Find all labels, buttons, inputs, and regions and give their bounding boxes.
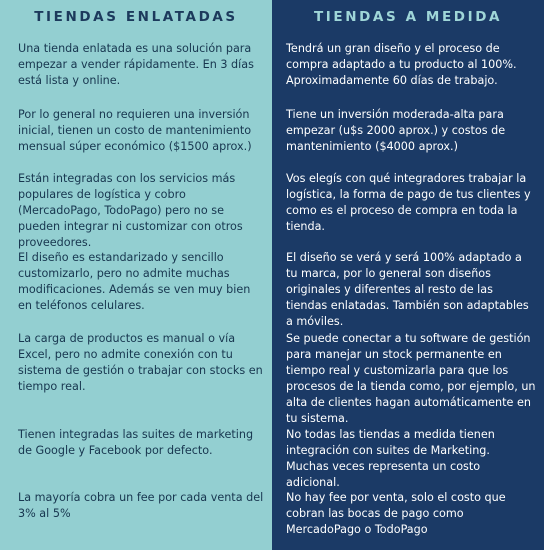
a-medida-point-1: Tendrá un gran diseño y el proceso de compra adaptado a tu producto al 100%. Aproximadamente 60 días de trabajo. — [286, 42, 517, 87]
column-title-enlatadas: TIENDAS ENLATADAS — [34, 9, 238, 25]
a-medida-point-4: El diseño se verá y será 100% adaptado a tu marca, por lo general son diseños originales y diferentes al resto de las tiendas enlatadas. También son adaptables a móviles. — [286, 251, 529, 328]
enlatadas-point-5: La carga de productos es manual o vía Excel, pero no admite conexión con tu sistema de gestión o trabajar con stocks en tiempo real. — [18, 332, 263, 393]
enlatadas-point-3: Están integradas con los servicios más populares de logística y cobro (MercadoPago, TodoPago) pero no se pueden integrar ni customizar con otros proveedores. — [18, 172, 243, 249]
enlatadas-point-4: El diseño es estandarizado y sencillo customizarlo, pero no admite muchas modificaciones. Además se ven muy bien en teléfonos celulares. — [18, 251, 251, 312]
enlatadas-point-6: Tienen integradas las suites de marketing de Google y Facebook por defecto. — [18, 428, 254, 457]
a-medida-point-2: Tiene un inversión moderada-alta para empezar (u$s 2000 aprox.) y costos de mantenimiento ($4000 aprox.) — [286, 108, 506, 153]
a-medida-point-6: No todas las tiendas a medida tienen integración con suites de Marketing. Muchas veces representa un costo adicional. — [286, 428, 495, 489]
a-medida-point-7: No hay fee por venta, solo el costo que cobran las bocas de pago como MercadoPago o TodoPago — [286, 491, 506, 536]
enlatadas-point-2: Por lo general no requieren una inversión inicial, tienen un costo de mantenimiento mensual súper económico ($1500 aprox.) — [18, 108, 252, 153]
a-medida-point-3: Vos elegís con qué integradores trabajar la logística, la forma de pago de tus clientes y como es el proceso de compra en toda la tienda. — [286, 172, 531, 233]
enlatadas-point-1: Una tienda enlatada es una solución para empezar a vender rápidamente. En 3 días está lista y online. — [18, 42, 254, 87]
column-title-a-medida: TIENDAS A MEDIDA — [313, 9, 503, 25]
a-medida-point-5: Se puede conectar a tu software de gestión para manejar un stock permanente en tiempo real y customizarla para que los procesos de la tienda como, por ejemplo, un alta de clientes hagan automáticamente en tu sistema. — [286, 332, 536, 425]
column-tiendas-a-medida — [272, 0, 544, 550]
enlatadas-point-7: La mayoría cobra un fee por cada venta del 3% al 5% — [18, 491, 264, 520]
